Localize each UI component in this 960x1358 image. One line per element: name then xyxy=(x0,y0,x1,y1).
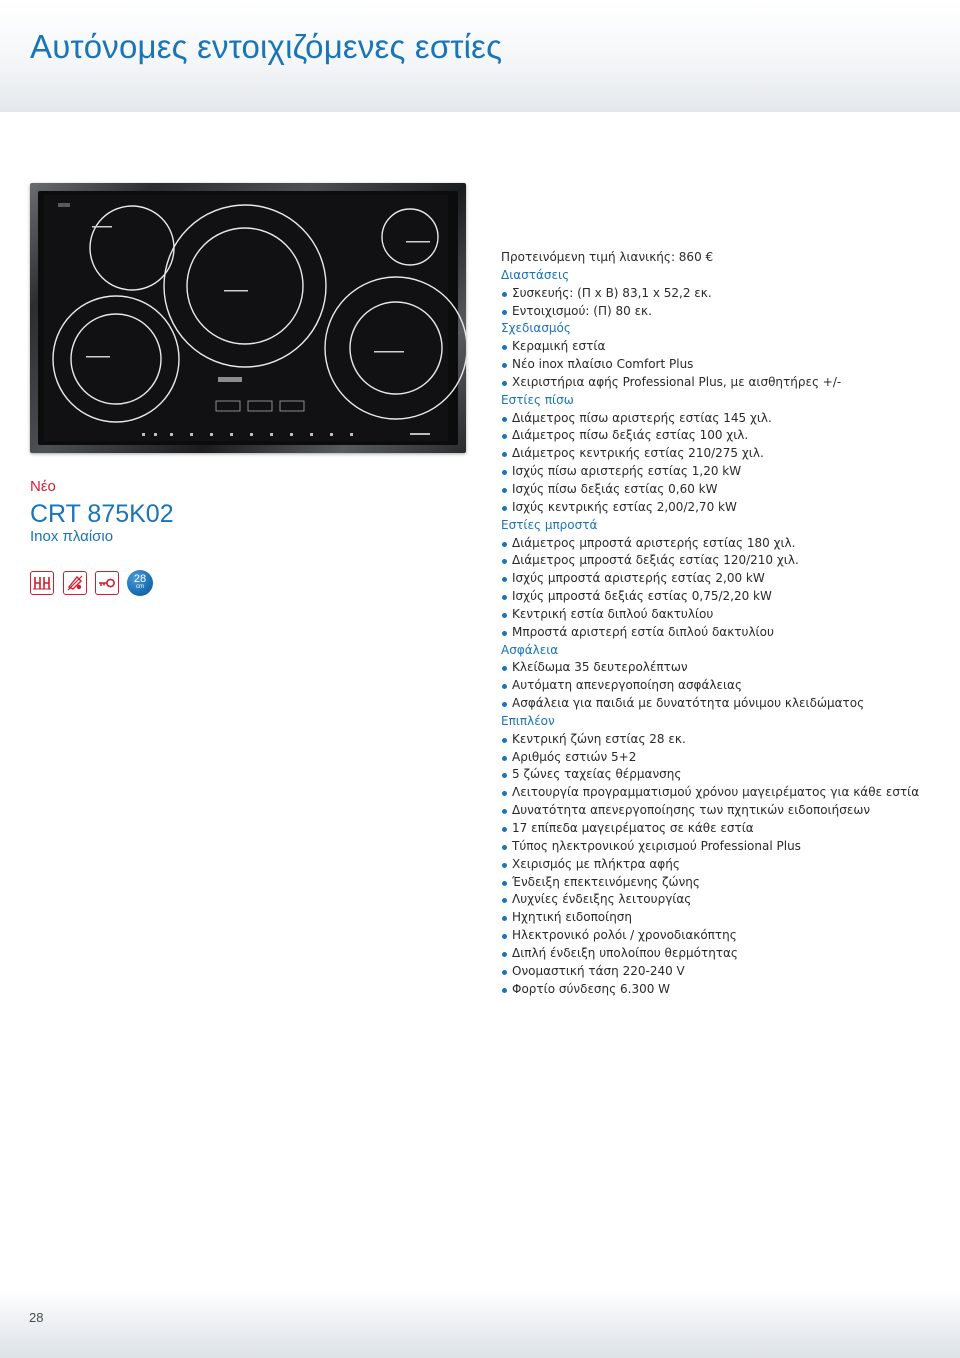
list-item: Λυχνίες ένδειξης λειτουργίας xyxy=(501,891,941,909)
footer-band xyxy=(0,1290,960,1358)
size-28cm-icon xyxy=(127,570,153,596)
list-item: Διπλή ένδειξη υπολοίπου θερμότητας xyxy=(501,945,941,963)
section-heading-front-zones: Εστίες μπροστά xyxy=(501,517,598,532)
list-item: Φορτίο σύνδεσης 6.300 W xyxy=(501,981,941,999)
cooktop-illustration xyxy=(30,183,466,453)
list-item: Κεντρική ζώνη εστίας 28 εκ. xyxy=(501,731,941,749)
section-heading-dimensions: Διαστάσεις xyxy=(501,267,570,282)
list-item: Δυνατότητα απενεργοποίησης των πχητικών ειδοποιήσεων xyxy=(501,802,941,820)
list-item: Χειρισμός με πλήκτρα αφής xyxy=(501,856,941,874)
list-item: Μπροστά αριστερή εστία διπλού δακτυλίου xyxy=(501,624,941,642)
list-item: Ασφάλεια για παιδιά με δυνατότητα μόνιμου κλειδώματος xyxy=(501,695,941,713)
child-lock-icon xyxy=(63,571,87,595)
list-item: Συσκευής: (Π x Β) 83,1 x 52,2 εκ. xyxy=(501,285,941,303)
list-item: Τύπος ηλεκτρονικού χειρισμού Professional Plus xyxy=(501,838,941,856)
list-item: Χειριστήρια αφής Professional Plus, με αισθητήρες +/- xyxy=(501,374,941,392)
list-item: Νέο inox πλαίσιο Comfort Plus xyxy=(501,356,941,374)
hh-icon xyxy=(30,571,54,595)
list-item: Διάμετρος πίσω αριστερής εστίας 145 χιλ. xyxy=(501,410,941,428)
section-heading-safety: Ασφάλεια xyxy=(501,642,559,657)
page-number: 28 xyxy=(29,1310,44,1325)
list-item: 5 ζώνες ταχείας θέρμανσης xyxy=(501,766,941,784)
retail-price: Προτεινόμενη τιμή λιανικής: 860 € xyxy=(501,250,714,264)
spec-list xyxy=(501,249,941,998)
cooktop-photo xyxy=(30,183,466,453)
list-item: Κεντρική εστία διπλού δακτυλίου xyxy=(501,606,941,624)
page-title: Αυτόνομες εντοιχιζόμενες εστίες xyxy=(30,28,503,65)
list-item: Διάμετρος μπροστά δεξιάς εστίας 120/210 χιλ. xyxy=(501,552,941,570)
list-item: Διάμετρος πίσω δεξιάς εστίας 100 χιλ. xyxy=(501,427,941,445)
section-heading-design: Σχεδιασμός xyxy=(501,321,571,336)
list-item: Λειτουργία προγραμματισμού χρόνου μαγειρέματος για κάθε εστία xyxy=(501,784,941,802)
list-item: Ένδειξη επεκτεινόμενης ζώνης xyxy=(501,874,941,892)
list-item: Ισχύς μπροστά αριστερής εστίας 2,00 kW xyxy=(501,570,941,588)
list-item: Ισχύς πίσω δεξιάς εστίας 0,60 kW xyxy=(501,481,941,499)
list-item: Ηχητική ειδοποίηση xyxy=(501,909,941,927)
list-item: Διάμετρος μπροστά αριστερής εστίας 180 χιλ. xyxy=(501,535,941,553)
list-item: Ισχύς κεντρικής εστίας 2,00/2,70 kW xyxy=(501,499,941,517)
list-item: Ονομαστική τάση 220-240 V xyxy=(501,963,941,981)
list-item: Διάμετρος κεντρικής εστίας 210/275 χιλ. xyxy=(501,445,941,463)
product-frame: Inox πλαίσιο xyxy=(30,528,114,545)
size-value: 28 xyxy=(133,573,147,585)
section-heading-rear-zones: Εστίες πίσω xyxy=(501,392,574,407)
list-item: Ισχύς πίσω αριστερής εστίας 1,20 kW xyxy=(501,463,941,481)
product-model: CRT 875K02 xyxy=(30,500,174,528)
key-icon xyxy=(95,571,119,595)
size-unit: cm xyxy=(136,584,144,590)
section-heading-extra: Επιπλέον xyxy=(501,713,555,728)
list-item: Κλείδωμα 35 δευτερολέπτων xyxy=(501,659,941,677)
list-item: Ισχύς μπροστά δεξιάς εστίας 0,75/2,20 kW xyxy=(501,588,941,606)
brand-logo xyxy=(218,377,242,382)
list-item: 17 επίπεδα μαγειρέματος σε κάθε εστία xyxy=(501,820,941,838)
list-item: Εντοιχισμού: (Π) 80 εκ. xyxy=(501,303,941,321)
list-item: Αριθμός εστιών 5+2 xyxy=(501,749,941,767)
list-item: Ηλεκτρονικό ρολόι / χρονοδιακόπτης xyxy=(501,927,941,945)
product-new-label: Νέο xyxy=(30,478,56,495)
list-item: Αυτόματη απενεργοποίηση ασφάλειας xyxy=(501,677,941,695)
list-item: Κεραμική εστία xyxy=(501,338,941,356)
